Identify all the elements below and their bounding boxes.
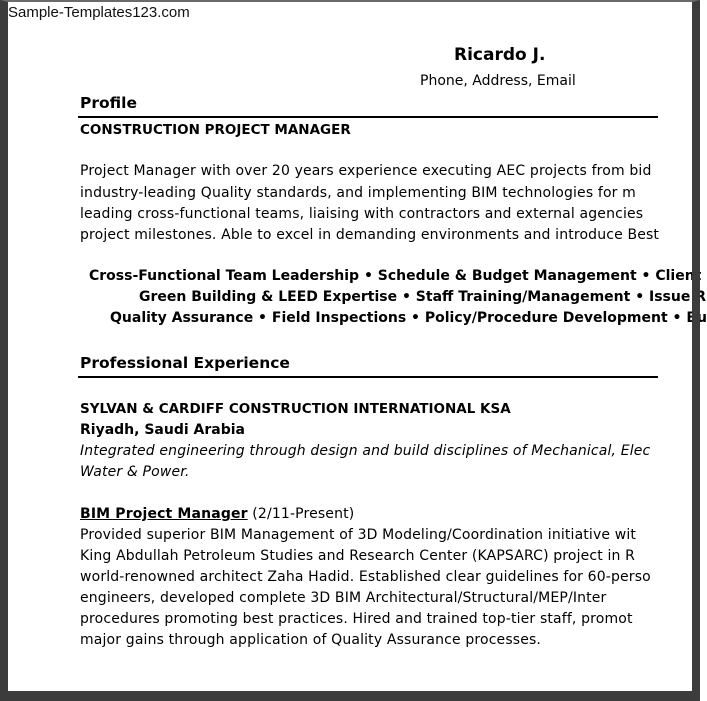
role-line: King Abdullah Petroleum Studies and Research Center (KAPSARC) project in R <box>80 548 636 564</box>
role-heading <box>80 506 354 522</box>
skills-line: Green Building & LEED Expertise • Staff Training/Management • Issue R <box>139 289 707 305</box>
skills-line: Cross-Functional Team Leadership • Schedule & Budget Management • Client <box>89 268 702 284</box>
contact-line: Phone, Address, Email <box>420 73 576 89</box>
candidate-name: Ricardo J. <box>454 45 546 65</box>
company-description-line: Integrated engineering through design and build disciplines of Mechanical, Elec <box>80 443 651 459</box>
role-line: major gains through application of Quality Assurance processes. <box>80 632 542 648</box>
summary-line: Project Manager with over 20 years experience executing AEC projects from bid <box>80 163 652 179</box>
role-line: procedures promoting best practices. Hired and trained top-tier staff, promot <box>80 611 633 627</box>
profile-heading: Profile <box>80 94 137 112</box>
watermark-text: Sample-Templates123.com <box>8 4 190 21</box>
role-title: BIM Project Manager <box>80 506 248 522</box>
job-title: CONSTRUCTION PROJECT MANAGER <box>80 122 351 138</box>
skills-line: Quality Assurance • Field Inspections • Policy/Procedure Development • Bu <box>110 310 707 326</box>
experience-heading: Professional Experience <box>80 354 290 372</box>
summary-line: project milestones. Able to excel in demanding environments and introduce Best <box>80 227 660 243</box>
role-line: world-renowned architect Zaha Hadid. Established clear guidelines for 60-perso <box>80 569 651 585</box>
role-dates: (2/11-Present) <box>247 506 355 522</box>
role-line: Provided superior BIM Management of 3D Modeling/Coordination initiative wit <box>80 527 637 543</box>
experience-divider <box>78 376 658 378</box>
company-location: Riyadh, Saudi Arabia <box>80 422 245 438</box>
company-description-line: Water & Power. <box>80 464 190 480</box>
profile-divider <box>78 116 658 118</box>
summary-line: industry-leading Quality standards, and implementing BIM technologies for m <box>80 185 636 201</box>
company-name: SYLVAN & CARDIFF CONSTRUCTION INTERNATIONAL KSA <box>80 401 511 417</box>
summary-line: leading cross-functional teams, liaising with contractors and external agencies <box>80 206 644 222</box>
resume-page <box>80 0 707 690</box>
role-line: engineers, developed complete 3D BIM Architectural/Structural/MEP/Inter <box>80 590 607 606</box>
